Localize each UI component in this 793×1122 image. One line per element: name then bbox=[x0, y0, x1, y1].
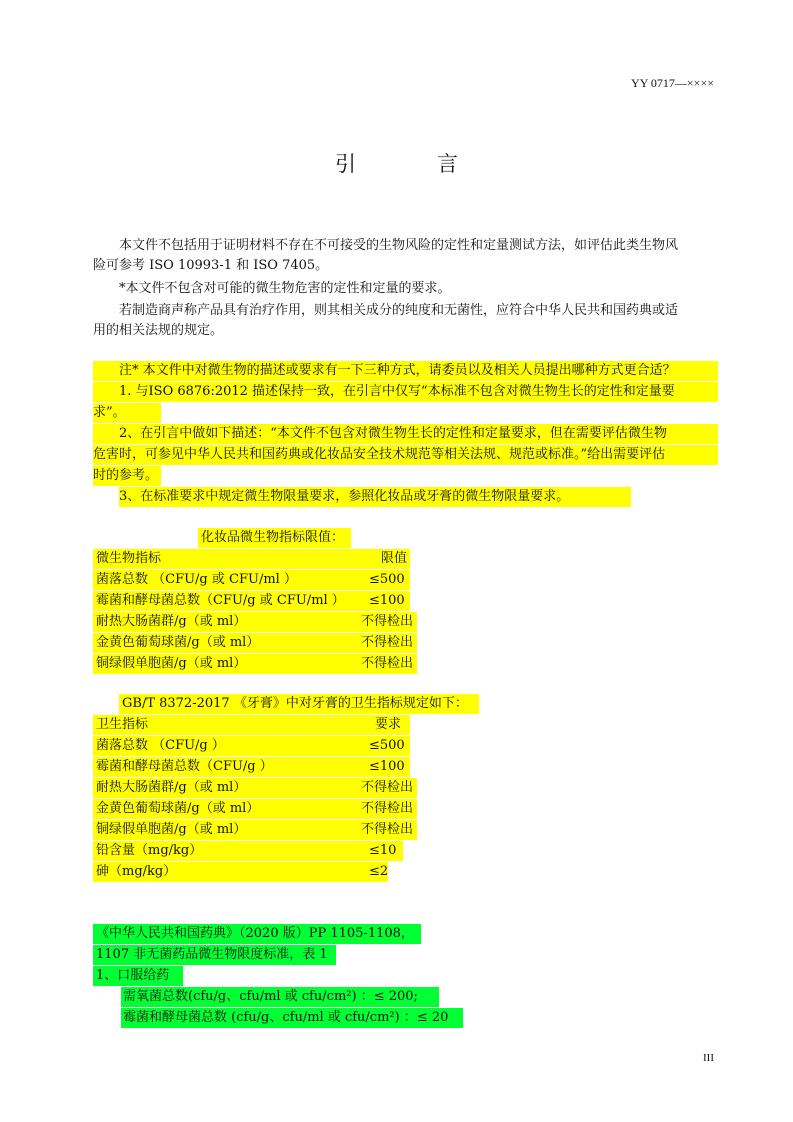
header-value: 限值 bbox=[381, 551, 408, 566]
line-text: 1、口服给药 bbox=[96, 968, 170, 983]
table-caption-text: GB/T 8372-2017 《牙膏》中对牙膏的卫生指标规定如下： bbox=[122, 696, 468, 711]
table-row bbox=[93, 570, 410, 590]
table-caption bbox=[119, 694, 479, 714]
table-row bbox=[93, 778, 417, 798]
note-line: 注* 本文件中对微生物的描述或要求有一下三种方式，请委员以及相关人员提出哪种方式更合适？ bbox=[119, 363, 676, 378]
table-row bbox=[93, 841, 403, 861]
pharmacopoeia-line bbox=[93, 966, 183, 986]
note-line: 1. 与ISO 6876:2012 描述保持一致，在引言中仅写“本标准不包含对微生物生长的定性和定量要 bbox=[119, 384, 675, 399]
table-row bbox=[93, 736, 410, 756]
table-row bbox=[93, 820, 417, 840]
row-value: ≤100 bbox=[369, 593, 405, 608]
pharmacopoeia-line bbox=[93, 945, 336, 965]
note-line: 3、在标准要求中规定微生物限量要求，参照化妆品或牙膏的微生物限量要求。 bbox=[119, 489, 570, 504]
row-value: ≤500 bbox=[369, 738, 405, 753]
table-caption bbox=[198, 528, 351, 548]
row-name: 砷（mg/kg） bbox=[96, 864, 177, 879]
row-name: 铅含量（mg/kg） bbox=[96, 843, 203, 858]
line-text: 需氧菌总数(cfu/g、cfu/ml 或 cfu/cm²) ：≤ 200; bbox=[123, 989, 418, 1004]
table-row bbox=[93, 654, 417, 674]
row-value: 不得检出 bbox=[361, 822, 414, 837]
pharmacopoeia-line bbox=[121, 1008, 463, 1028]
row-value: 不得检出 bbox=[361, 656, 414, 671]
row-value: ≤100 bbox=[369, 759, 405, 774]
row-value: ≤2 bbox=[369, 864, 389, 879]
note-line: 2、在引言中做如下描述：“本文件不包含对微生物生长的定性和定量要求，但在需要评估微生物 bbox=[119, 426, 667, 441]
line-text: 霉菌和酵母菌总数 (cfu/g、cfu/ml 或 cfu/cm²) ：≤ 20 bbox=[123, 1010, 449, 1025]
row-name: 金黄色葡萄球菌/g（或 ml） bbox=[96, 635, 260, 650]
row-name: 耐热大肠菌群/g（或 ml） bbox=[96, 780, 247, 795]
row-value: ≤10 bbox=[369, 843, 397, 858]
table-row bbox=[93, 799, 417, 819]
intro-paragraph-3 bbox=[93, 301, 723, 341]
line-text: 1107 非无菌药品微生物限度标准，表 1 bbox=[96, 947, 328, 962]
note-line: 求”。 bbox=[93, 405, 126, 420]
header-value: 要求 bbox=[375, 717, 402, 732]
row-value: 不得检出 bbox=[361, 801, 414, 816]
line-text: 《中华人民共和国药典》（2020 版）PP 1105-1108， bbox=[96, 926, 414, 941]
page-title: 引 言 bbox=[335, 152, 488, 176]
note-line: 危害时，可参见中华人民共和国药典或化妆品安全技术规范等相关法规、规范或标准。”给出需要评估 bbox=[93, 447, 666, 462]
intro-paragraph-1 bbox=[93, 236, 723, 276]
table-row bbox=[93, 591, 410, 611]
table-header bbox=[93, 715, 410, 735]
table-row bbox=[93, 757, 410, 777]
header-name: 卫生指标 bbox=[96, 717, 149, 732]
row-name: 菌落总数 （CFU/g 或 CFU/ml ） bbox=[96, 572, 297, 587]
header-name: 微生物指标 bbox=[96, 551, 162, 566]
table-caption-text: 化妆品微生物指标限值： bbox=[201, 530, 345, 545]
row-name: 菌落总数 （CFU/g ） bbox=[96, 738, 225, 753]
row-name: 霉菌和酵母菌总数（CFU/g 或 CFU/ml ） bbox=[96, 593, 345, 608]
paragraph-line: 本文件不包括用于证明材料不存在不可接受的生物风险的定性和定量测试方法，如评估此类生物风 bbox=[119, 238, 679, 253]
table-header bbox=[93, 549, 410, 569]
document-code: YY 0717—×××× bbox=[631, 76, 714, 90]
table-row bbox=[93, 612, 417, 632]
row-name: 铜绿假单胞菌/g（或 ml） bbox=[96, 656, 247, 671]
row-name: 霉菌和酵母菌总数（CFU/g ） bbox=[96, 759, 273, 774]
pharmacopoeia-line bbox=[121, 987, 439, 1007]
table-row bbox=[93, 633, 417, 653]
page-number: III bbox=[703, 1052, 714, 1064]
row-value: 不得检出 bbox=[361, 780, 414, 795]
note-line: 时的参考。 bbox=[93, 468, 159, 483]
row-name: 耐热大肠菌群/g（或 ml） bbox=[96, 614, 247, 629]
row-value: 不得检出 bbox=[361, 614, 414, 629]
row-value: 不得检出 bbox=[361, 635, 414, 650]
paragraph-line: 若制造商声称产品具有治疗作用，则其相关成分的纯度和无菌性，应符合中华人民共和国药典或适 bbox=[119, 303, 679, 318]
intro-paragraph-2: *本文件不包含对可能的微生物危害的定性和定量的要求。 bbox=[119, 281, 451, 296]
row-value: ≤500 bbox=[369, 572, 405, 587]
paragraph-line: 用的相关法规的规定。 bbox=[93, 323, 224, 338]
row-name: 金黄色葡萄球菌/g（或 ml） bbox=[96, 801, 260, 816]
pharmacopoeia-line bbox=[93, 924, 421, 944]
row-name: 铜绿假单胞菌/g（或 ml） bbox=[96, 822, 247, 837]
paragraph-line: 险可参考 ISO 10993-1 和 ISO 7405。 bbox=[93, 258, 329, 273]
table-row bbox=[93, 862, 388, 882]
